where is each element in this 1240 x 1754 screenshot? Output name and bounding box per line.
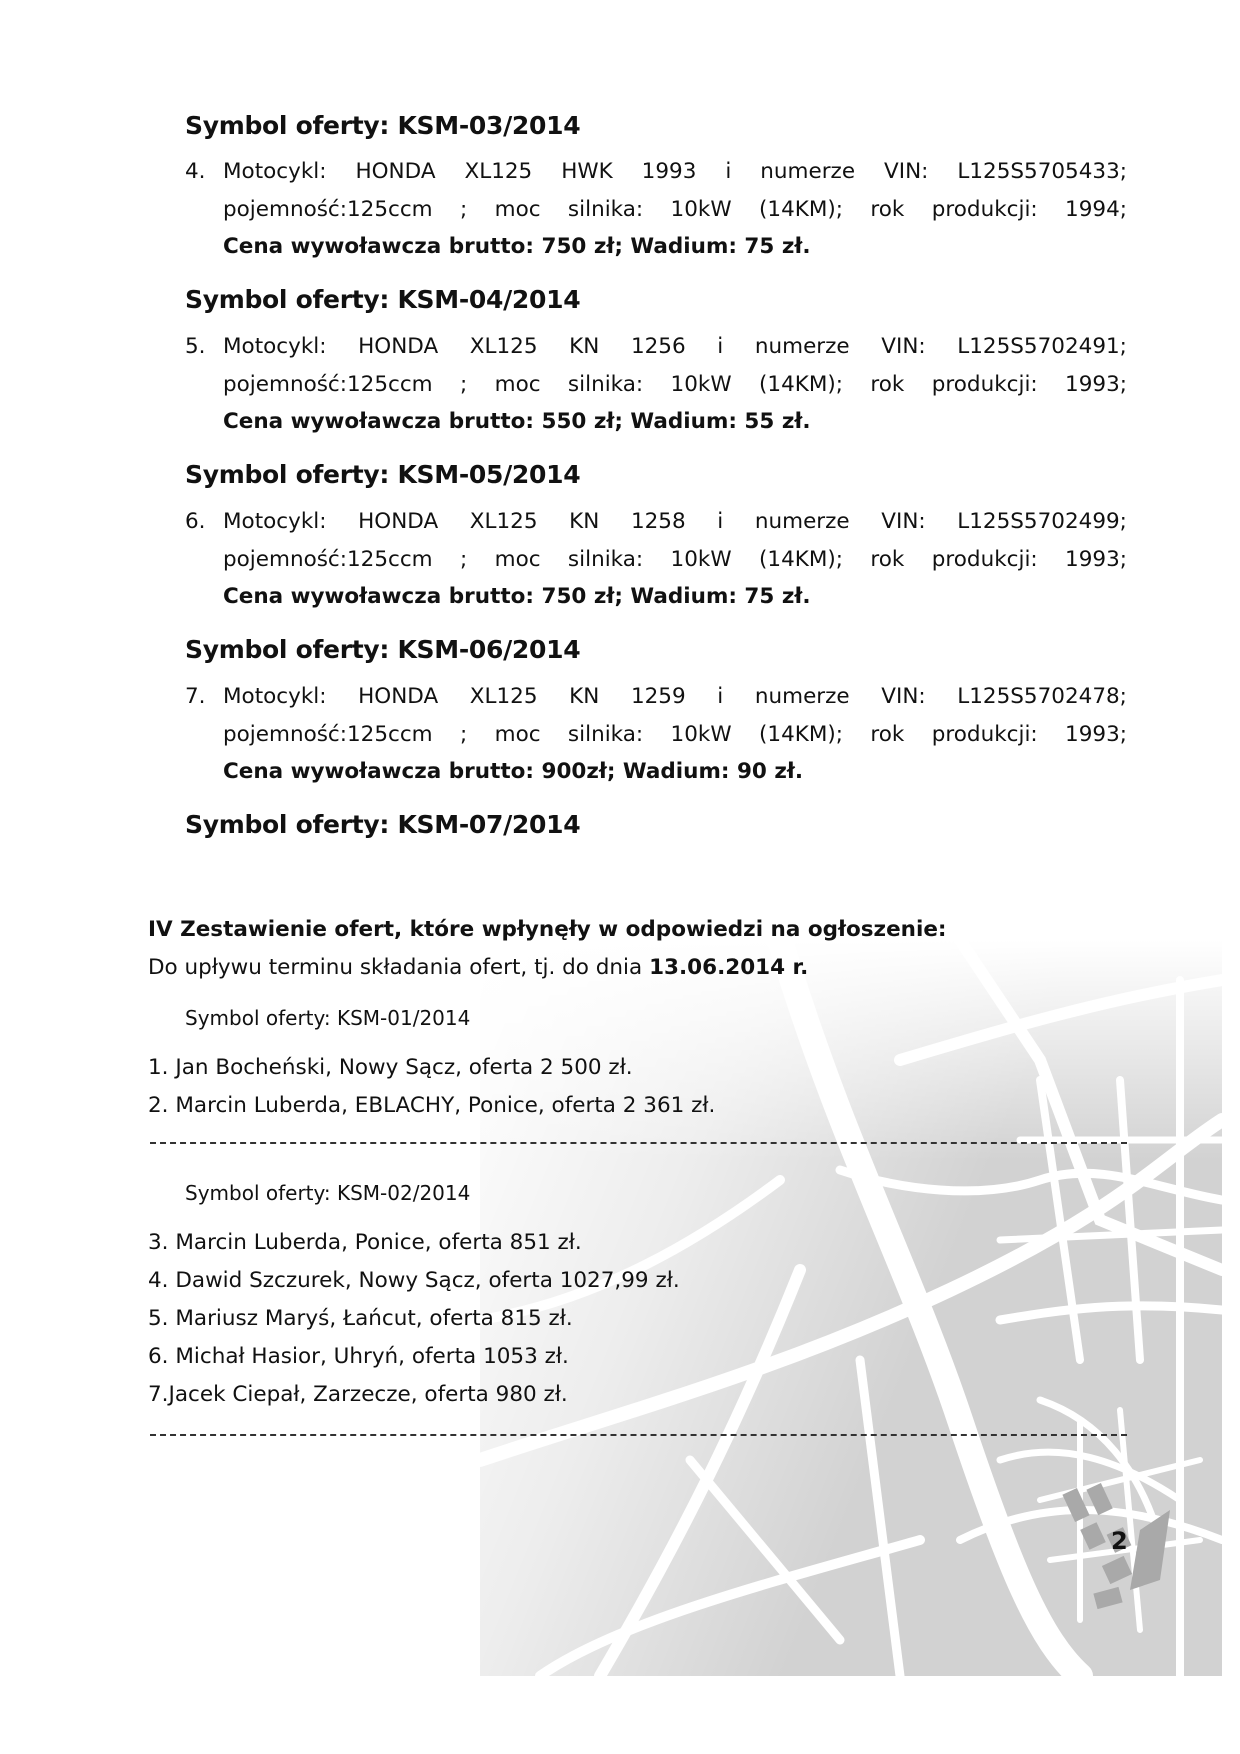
word: 10kW [670, 196, 732, 222]
word: HONDA [358, 334, 439, 359]
offer-entry: 7.Jacek Ciepał, Zarzecze, oferta 980 zł. [148, 1382, 568, 1407]
offer-entry: 1. Jan Bocheński, Nowy Sącz, oferta 2 500 zł. [148, 1055, 633, 1080]
item-line-vehicle [223, 153, 1127, 191]
item-line-vehicle [223, 328, 1127, 366]
word: numerze [754, 684, 850, 709]
word: numerze [754, 509, 850, 534]
word: KN [569, 509, 600, 534]
offer-symbol-heading: Symbol oferty: KSM-05/2014 [185, 460, 581, 489]
vin: L125S5702478; [957, 684, 1127, 709]
word: produkcji: [931, 371, 1038, 397]
word: ; [460, 371, 468, 397]
word: moc [494, 546, 541, 572]
word: 10kW [670, 546, 732, 572]
offer-group-symbol: Symbol oferty: KSM-01/2014 [185, 1006, 471, 1030]
production-year: 1993; [1065, 546, 1128, 572]
word: 1256 [630, 334, 686, 359]
word: HWK [561, 159, 613, 184]
word: VIN: [881, 334, 926, 359]
word: HONDA [358, 684, 439, 709]
word: silnika: [567, 721, 644, 747]
word: rok [870, 721, 905, 747]
word: ; [460, 196, 468, 222]
offer-group-symbol: Symbol oferty: KSM-02/2014 [185, 1181, 471, 1205]
auction-item [185, 328, 1127, 441]
word: VIN: [884, 159, 929, 184]
item-price: Cena wywoławcza brutto: 900zł; Wadium: 90 zł. [223, 759, 804, 784]
offer-symbol-heading: Symbol oferty: KSM-04/2014 [185, 285, 581, 314]
offer-symbol-heading: Symbol oferty: KSM-03/2014 [185, 111, 581, 140]
word: Motocykl: [223, 684, 327, 709]
word: (14KM); [759, 196, 844, 222]
word: (14KM); [759, 371, 844, 397]
vin: L125S5705433; [957, 159, 1128, 184]
word: ; [460, 546, 468, 572]
word: XL125 [469, 509, 538, 534]
word: VIN: [881, 684, 926, 709]
word: (14KM); [759, 721, 844, 747]
item-line-vehicle [223, 678, 1127, 716]
word: i [717, 684, 724, 709]
auction-item [185, 503, 1127, 616]
word: 1259 [630, 684, 686, 709]
word: numerze [760, 159, 856, 184]
word: HONDA [358, 509, 439, 534]
offer-symbol-heading: Symbol oferty: KSM-06/2014 [185, 635, 581, 664]
word: XL125 [469, 684, 538, 709]
word: (14KM); [759, 546, 844, 572]
word: rok [870, 371, 905, 397]
production-year: 1993; [1065, 371, 1128, 397]
dashed-separator [150, 1434, 1127, 1436]
dashed-separator [150, 1142, 1127, 1144]
item-price: Cena wywoławcza brutto: 550 zł; Wadium: 55 zł. [223, 409, 811, 434]
word: KN [569, 334, 600, 359]
word: Motocykl: [223, 334, 327, 359]
word: rok [870, 196, 905, 222]
word: 1993 [641, 159, 697, 184]
deadline-date: 13.06.2014 r. [649, 955, 809, 980]
item-price: Cena wywoławcza brutto: 750 zł; Wadium: 75 zł. [223, 234, 811, 259]
vin: L125S5702491; [957, 334, 1127, 359]
production-year: 1993; [1065, 721, 1128, 747]
item-number: 6. [185, 509, 206, 534]
page-number: 2 [1111, 1527, 1128, 1555]
vin: L125S5702499; [957, 509, 1127, 534]
deadline-text: Do upływu terminu składania ofert, tj. do dnia [148, 955, 643, 980]
offer-entry: 2. Marcin Luberda, EBLACHY, Ponice, oferta 2 361 zł. [148, 1093, 716, 1118]
word: silnika: [567, 546, 644, 572]
word: XL125 [464, 159, 533, 184]
item-number: 5. [185, 334, 206, 359]
word: moc [494, 721, 541, 747]
item-number: 7. [185, 684, 206, 709]
word: XL125 [469, 334, 538, 359]
word: 10kW [670, 721, 732, 747]
word: pojemność:125ccm [223, 371, 433, 397]
item-number: 4. [185, 159, 206, 184]
word: 10kW [670, 371, 732, 397]
word: ; [460, 721, 468, 747]
word: Motocykl: [223, 159, 327, 184]
offer-symbol-heading: Symbol oferty: KSM-07/2014 [185, 810, 581, 839]
word: numerze [754, 334, 850, 359]
word: moc [494, 196, 541, 222]
word: i [717, 509, 724, 534]
word: silnika: [567, 196, 644, 222]
offer-entry: 3. Marcin Luberda, Ponice, oferta 851 zł. [148, 1230, 582, 1255]
word: 1258 [630, 509, 686, 534]
offer-entry: 4. Dawid Szczurek, Nowy Sącz, oferta 1027,99 zł. [148, 1268, 680, 1293]
section-iv-title: IV Zestawienie ofert, które wpłynęły w odpowiedzi na ogłoszenie: [148, 917, 947, 942]
auction-item [185, 678, 1127, 791]
word: Motocykl: [223, 509, 327, 534]
word: VIN: [881, 509, 926, 534]
word: produkcji: [931, 196, 1038, 222]
word: HONDA [355, 159, 436, 184]
word: rok [870, 546, 905, 572]
item-line-specs [223, 191, 1127, 229]
word: i [725, 159, 732, 184]
item-line-specs [223, 541, 1127, 579]
word: moc [494, 371, 541, 397]
word: pojemność:125ccm [223, 196, 433, 222]
word: pojemność:125ccm [223, 546, 433, 572]
auction-item [185, 153, 1127, 266]
item-price: Cena wywoławcza brutto: 750 zł; Wadium: 75 zł. [223, 584, 811, 609]
section-iv-subtitle [148, 955, 808, 980]
item-line-vehicle [223, 503, 1127, 541]
item-line-specs [223, 366, 1127, 404]
offer-entry: 5. Mariusz Maryś, Łańcut, oferta 815 zł. [148, 1306, 573, 1331]
word: KN [569, 684, 600, 709]
word: pojemność:125ccm [223, 721, 433, 747]
word: i [717, 334, 724, 359]
item-line-specs [223, 716, 1127, 754]
word: silnika: [567, 371, 644, 397]
word: produkcji: [931, 546, 1038, 572]
city-map-background-icon [480, 940, 1222, 1676]
word: produkcji: [931, 721, 1038, 747]
production-year: 1994; [1065, 196, 1128, 222]
offer-entry: 6. Michał Hasior, Uhryń, oferta 1053 zł. [148, 1344, 569, 1369]
